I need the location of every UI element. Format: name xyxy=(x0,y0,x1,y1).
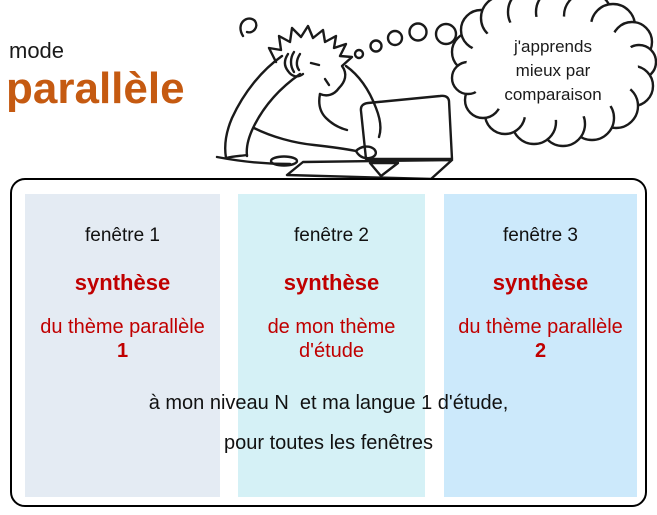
window-1-heading: synthèse xyxy=(74,270,171,295)
window-1-line1: du thème parallèle xyxy=(40,316,205,338)
thought-bubble-line2: mieux par xyxy=(515,61,591,80)
window-2-line2: d'étude xyxy=(299,340,364,362)
window-3-label: fenêtre 3 xyxy=(503,225,578,246)
board-footer xyxy=(12,392,645,455)
person-thinking-illustration xyxy=(0,0,657,182)
window-1-line2: 1 xyxy=(116,340,129,362)
window-2-heading: synthèse xyxy=(283,270,380,295)
thought-cloud xyxy=(452,0,656,146)
window-3-line2: 2 xyxy=(534,340,547,362)
window-2-line1: de mon thème xyxy=(267,316,396,338)
thought-trail-dots xyxy=(355,24,456,59)
window-3-heading: synthèse xyxy=(492,270,589,295)
laptop-icon xyxy=(287,96,452,179)
mode-label: mode xyxy=(9,38,65,63)
window-1-label: fenêtre 1 xyxy=(85,225,160,246)
window-2-label: fenêtre 2 xyxy=(294,225,369,246)
footer-line2: pour toutes les fenêtres xyxy=(223,432,433,454)
page-title: parallèle xyxy=(6,64,185,113)
window-3-line1: du thème parallèle xyxy=(458,316,623,338)
thought-bubble-line1: j'apprends xyxy=(514,37,592,56)
windows-board xyxy=(10,178,647,507)
person-figure xyxy=(225,19,380,159)
thought-bubble-line3: comparaison xyxy=(504,85,602,104)
footer-line1: à mon niveau N et ma langue 1 d'étude, xyxy=(148,392,509,414)
